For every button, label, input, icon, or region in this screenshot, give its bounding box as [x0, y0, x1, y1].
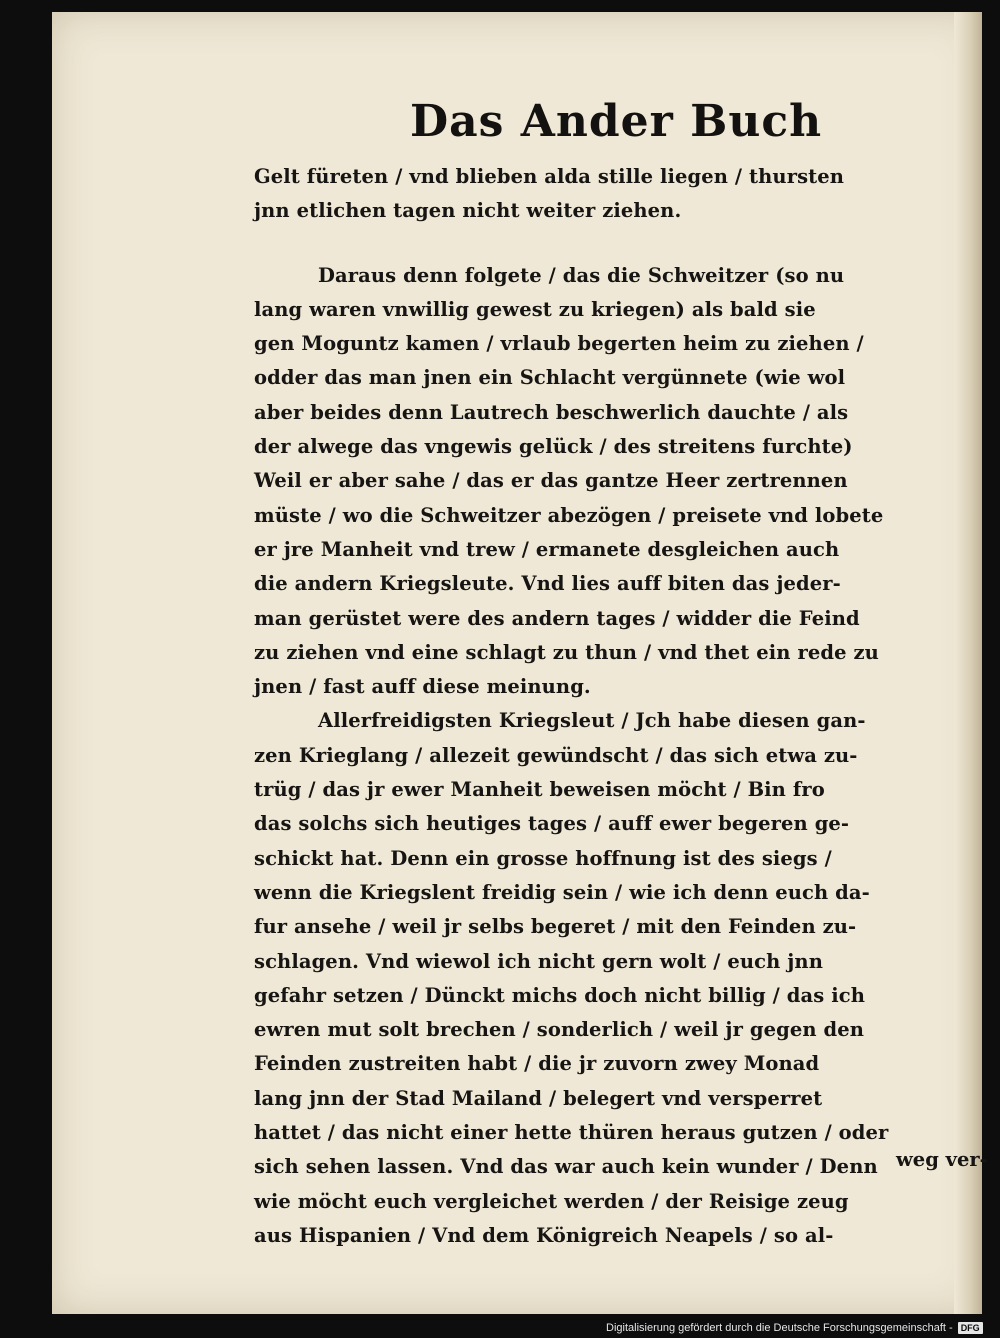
text-line: ewren mut solt brechen / sonderlich / weil jr gegen den: [254, 1018, 865, 1042]
text-line: zen Krieglang / allezeit gewündscht / das sich etwa zu-: [254, 743, 858, 767]
text-line: fur ansehe / weil jr selbs begeret / mit den Feinden zu-: [254, 915, 857, 939]
paragraph-gap: [254, 229, 994, 259]
text-line: trüg / das jr ewer Manheit beweisen möcht / Bin fro: [254, 778, 825, 802]
dfg-logo[interactable]: DFG: [958, 1322, 983, 1334]
text-line: gefahr setzen / Dünckt michs doch nicht billig / das ich: [254, 983, 865, 1007]
text-line: sich sehen lassen. Vnd das war auch kein wunder / Denn: [254, 1155, 878, 1179]
text-line: gen Moguntz kamen / vrlaub begerten heim zu ziehen /: [254, 332, 864, 356]
text-line: lang waren vnwillig gewest zu kriegen) als bald sie: [254, 297, 816, 321]
footer-credit: Digitalisierung gefördert durch die Deutsche Forschungsgemeinschaft -: [606, 1322, 953, 1334]
text-line: Weil er aber sahe / das er das gantze Heer zertrennen: [254, 469, 848, 493]
text-line: aber beides denn Lautrech beschwerlich dauchte / als: [254, 400, 849, 424]
footer: [606, 1320, 983, 1336]
text-line: man gerüstet were des andern tages / widder die Feind: [254, 606, 860, 630]
text-line: müste / wo die Schweitzer abezögen / preisete vnd lobete: [254, 503, 884, 527]
catchword: weg ver-: [896, 1148, 988, 1171]
text-line: jnn etlichen tagen nicht weiter ziehen.: [254, 199, 682, 223]
text-line: odder das man jnen ein Schlacht vergünnete (wie wol: [254, 366, 846, 390]
text-line: hattet / das nicht einer hette thüren heraus gutzen / oder: [254, 1121, 889, 1145]
text-line: das solchs sich heutiges tages / auff ewer begeren ge-: [254, 812, 850, 836]
text-line: jnen / fast auff diese meinung.: [254, 675, 591, 699]
running-head: Das Ander Buch: [410, 96, 823, 147]
book-page: [52, 12, 988, 1314]
body-text: [254, 160, 994, 1253]
text-line: aus Hispanien / Vnd dem Königreich Neapels / so al-: [254, 1223, 834, 1247]
text-line: Allerfreidigsten Kriegsleut / Jch habe diesen gan-: [318, 709, 866, 733]
text-line: die andern Kriegsleute. Vnd lies auff biten das jeder-: [254, 572, 841, 596]
text-line: wie möcht euch vergleichet werden / der Reisige zeug: [254, 1189, 849, 1213]
text-line: lang jnn der Stad Mailand / belegert vnd versperret: [254, 1086, 823, 1110]
text-line: schlagen. Vnd wiewol ich nicht gern wolt / euch jnn: [254, 949, 823, 973]
text-line: Daraus denn folgete / das die Schweitzer (so nu: [318, 263, 845, 287]
text-line: der alwege das vngewis gelück / des streitens furchte): [254, 435, 853, 459]
text-line: wenn die Kriegslent freidig sein / wie ich denn euch da-: [254, 880, 870, 904]
text-line: Gelt füreten / vnd blieben alda stille liegen / thursten: [254, 165, 845, 188]
text-line: schickt hat. Denn ein grosse hoffnung ist des siegs /: [254, 846, 832, 870]
text-line: er jre Manheit vnd trew / ermanete desgleichen auch: [254, 537, 840, 561]
text-line: zu ziehen vnd eine schlagt zu thun / vnd thet ein rede zu: [254, 640, 879, 664]
text-line: Feinden zustreiten habt / die jr zuvorn zwey Monad: [254, 1052, 820, 1076]
